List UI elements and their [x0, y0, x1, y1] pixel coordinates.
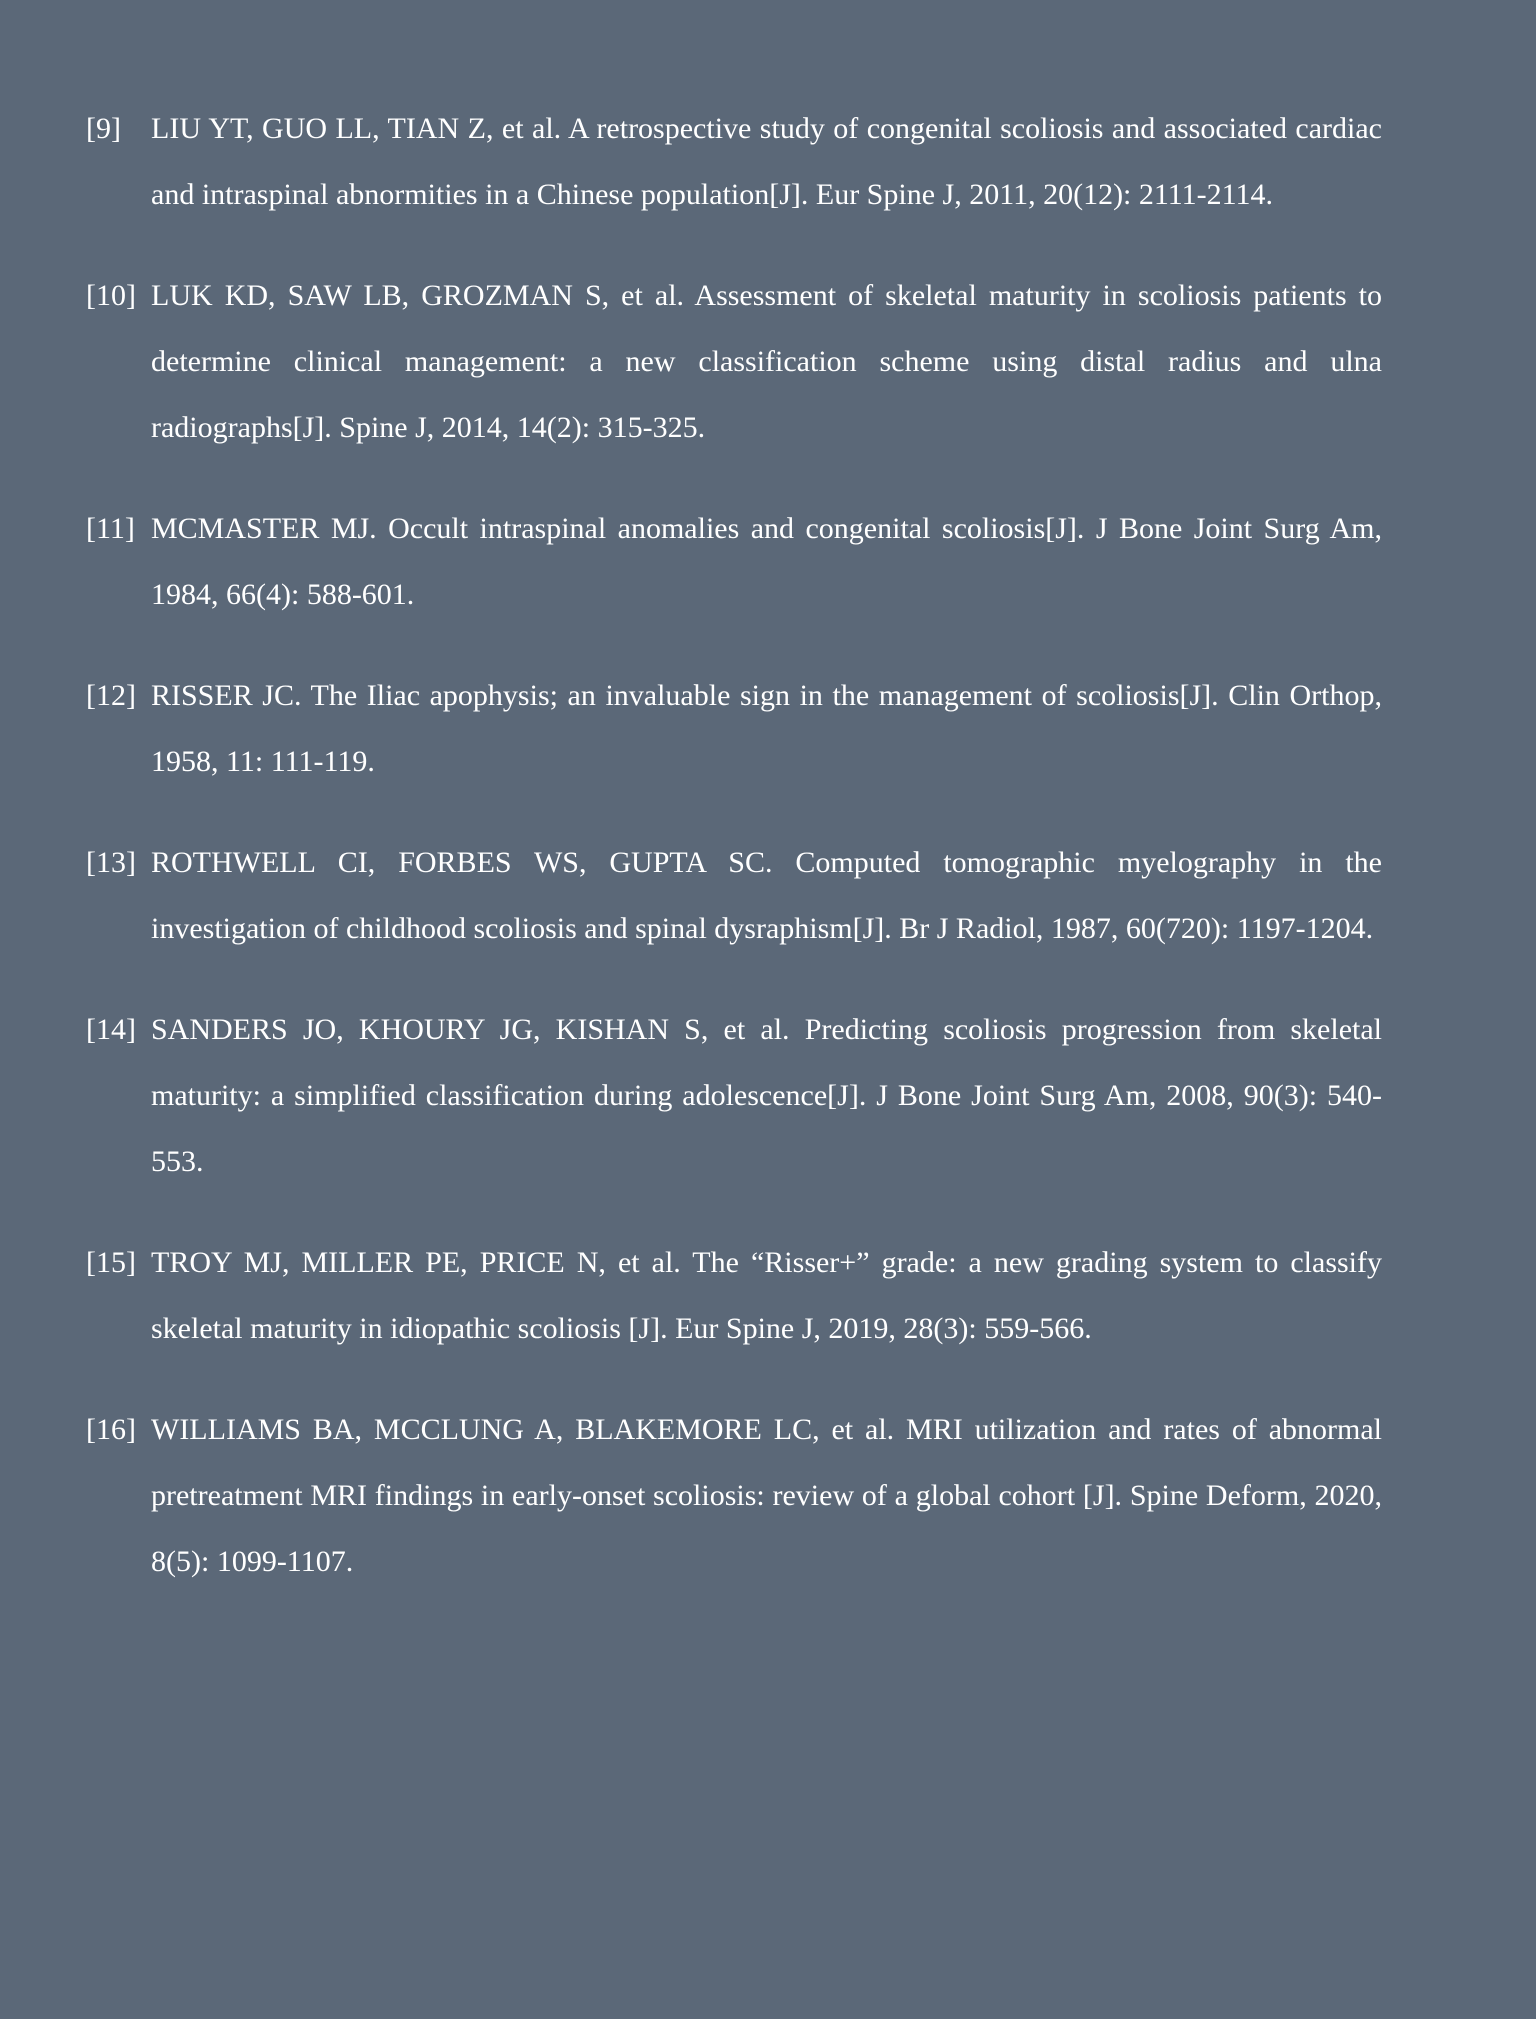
reference-number: [15] [86, 1246, 136, 1279]
reference-list [86, 96, 1382, 1630]
reference-number: [16] [86, 1413, 136, 1446]
reference-number: [13] [86, 846, 136, 879]
reference-item [86, 997, 1382, 1195]
reference-text: LUK KD, SAW LB, GROZMAN S, et al. Assessment of skeletal maturity in scoliosis patients to determine clinical management: a new classification scheme using distal radius and ulna radiographs[J]. Spine J, 2014, 14(2): 315-325. [151, 279, 1382, 444]
reference-number: [10] [86, 279, 136, 312]
reference-text: LIU YT, GUO LL, TIAN Z, et al. A retrospective study of congenital scoliosis and associated cardiac and intraspinal abnormities in a Chinese population[J]. Eur Spine J, 2011, 20(12): 2111-2114. [151, 112, 1382, 211]
reference-text: TROY MJ, MILLER PE, PRICE N, et al. The “Risser+” grade: a new grading system to classify skeletal maturity in idiopathic scoliosis [J]. Eur Spine J, 2019, 28(3): 559-566. [151, 1246, 1382, 1345]
reference-item [86, 830, 1382, 962]
reference-item [86, 663, 1382, 795]
reference-item [86, 496, 1382, 628]
reference-text: ROTHWELL CI, FORBES WS, GUPTA SC. Computed tomographic myelography in the investigation of childhood scoliosis and spinal dysraphism[J]. Br J Radiol, 1987, 60(720): 1197-1204. [151, 846, 1382, 945]
reference-text: WILLIAMS BA, MCCLUNG A, BLAKEMORE LC, et al. MRI utilization and rates of abnormal pretreatment MRI findings in early-onset scoliosis: review of a global cohort [J]. Spine Deform, 2020, 8(5): 1099-1107. [151, 1413, 1382, 1578]
reference-number: [9] [86, 112, 121, 145]
reference-number: [14] [86, 1013, 136, 1046]
reference-number: [11] [86, 512, 135, 545]
reference-item [86, 263, 1382, 461]
reference-number: [12] [86, 679, 136, 712]
reference-item [86, 1397, 1382, 1595]
reference-text: MCMASTER MJ. Occult intraspinal anomalies and congenital scoliosis[J]. J Bone Joint Surg Am, 1984, 66(4): 588-601. [151, 512, 1382, 611]
reference-text: RISSER JC. The Iliac apophysis; an invaluable sign in the management of scoliosis[J]. Clin Orthop, 1958, 11: 111-119. [151, 679, 1382, 778]
reference-item [86, 96, 1382, 228]
reference-item [86, 1230, 1382, 1362]
reference-text: SANDERS JO, KHOURY JG, KISHAN S, et al. Predicting scoliosis progression from skeletal maturity: a simplified classification during adolescence[J]. J Bone Joint Surg Am, 2008, 90(3): 540-553. [151, 1013, 1382, 1178]
